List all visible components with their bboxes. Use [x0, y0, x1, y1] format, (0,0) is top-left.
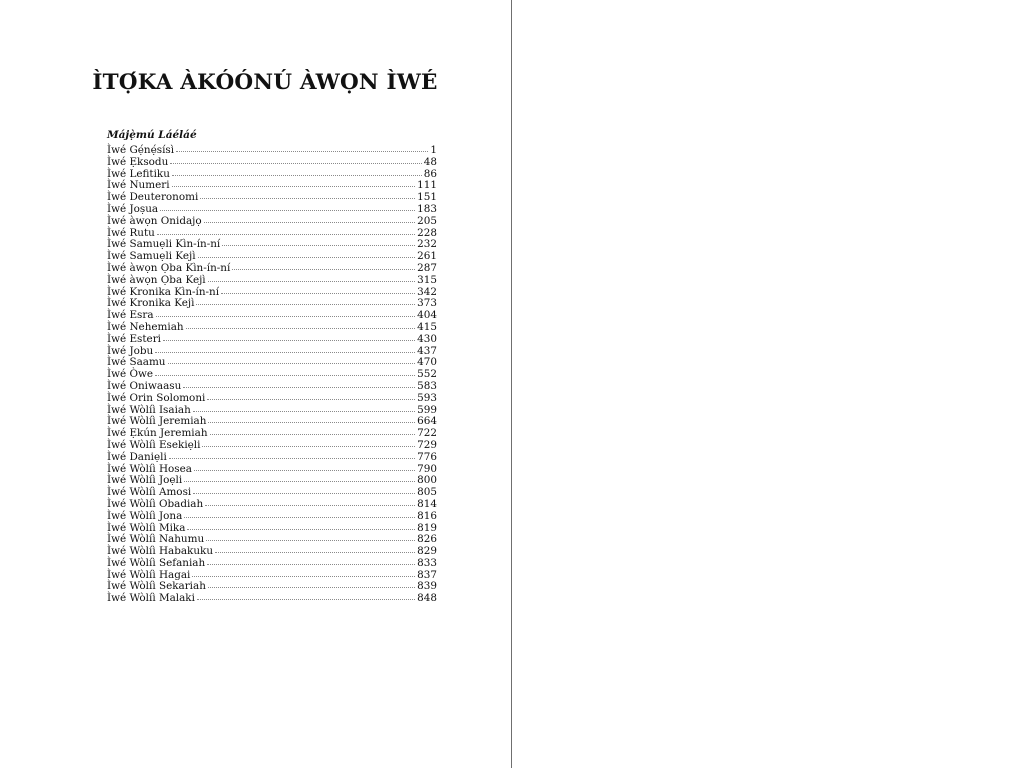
book-name: Ìwé Wòlíì Habakuku — [107, 545, 214, 558]
dot-leader — [202, 438, 415, 447]
page-number: 776 — [417, 450, 437, 463]
dot-leader — [193, 485, 415, 494]
dot-leader — [194, 462, 415, 471]
dot-leader — [170, 155, 422, 164]
dot-leader — [204, 214, 416, 223]
dot-leader — [157, 226, 415, 235]
page-number: 373 — [417, 297, 437, 310]
page-number: 816 — [417, 509, 437, 522]
dot-leader — [232, 261, 415, 270]
left-page — [0, 0, 511, 768]
page-number: 837 — [417, 568, 437, 581]
page-number: 593 — [417, 391, 437, 404]
page-number: 814 — [417, 497, 437, 510]
book-name: Ìwé Jobu — [107, 344, 154, 357]
page-number: 552 — [417, 368, 437, 381]
dot-leader — [208, 579, 415, 588]
page-number: 437 — [417, 344, 437, 357]
dot-leader — [163, 332, 415, 341]
dot-leader — [206, 532, 415, 541]
dot-leader — [210, 426, 416, 435]
page-number: 839 — [417, 580, 437, 593]
book-name: Ìwé Wòlíì Obadiah — [107, 497, 204, 510]
book-name: Ìwé Samuẹli Kìn-ín-ní — [107, 238, 221, 251]
dot-leader — [192, 568, 415, 577]
page-number: 86 — [423, 167, 437, 180]
book-name: Ìwé Òwe — [107, 368, 154, 381]
book-name: Ìwé Wòlíì Mika — [107, 521, 186, 534]
dot-leader — [208, 414, 415, 423]
dot-leader — [215, 544, 415, 553]
page-number: 833 — [417, 556, 437, 569]
book-name: Ìwé Esra — [107, 309, 154, 322]
page-number: 599 — [417, 403, 437, 416]
book-name: Ìwé Saamu — [107, 356, 166, 369]
book-name: Ìwé Kronika Kejì — [107, 297, 195, 310]
book-name: Ìwé Wòlíì Hosea — [107, 462, 192, 475]
page-number: 729 — [417, 438, 437, 451]
dot-leader — [176, 143, 428, 152]
dot-leader — [186, 320, 416, 329]
page-number: 228 — [417, 226, 437, 239]
page-number: 48 — [423, 155, 437, 168]
page-number: 470 — [417, 356, 437, 369]
dot-leader — [221, 285, 415, 294]
page-number: 342 — [417, 285, 437, 298]
book-name: Ìwé Joṣua — [107, 202, 159, 215]
book-name: Ìwé Ẹkún Jeremiah — [107, 427, 208, 440]
book-name: Ìwé Wòlíì Esekiẹli — [107, 438, 201, 451]
page-number: 848 — [417, 592, 437, 605]
dot-leader — [155, 344, 415, 353]
book-name: Ìwé Samuẹli Kejì — [107, 250, 196, 263]
dot-leader — [197, 591, 415, 600]
book-name: Ìwé Wòlíì Isaiah — [107, 403, 191, 416]
book-name: Ìwé Deuteronomi — [107, 191, 199, 204]
book-name: Ìwé Wòlíì Sekariah — [107, 580, 206, 593]
old-testament-heading: Májẹ̀mú Láéláé — [107, 129, 197, 141]
book-name: Ìwé Gẹ́nẹ́sísì — [107, 144, 175, 156]
page-number: 111 — [417, 179, 437, 192]
dot-leader — [207, 391, 415, 400]
book-name: Ìwé Lefitiku — [107, 167, 170, 180]
dot-leader — [207, 556, 415, 565]
old-testament-book-list — [107, 144, 437, 604]
page-number: 829 — [417, 545, 437, 558]
page-number: 415 — [417, 320, 437, 333]
page-number: 800 — [417, 474, 437, 487]
page-number: 315 — [417, 273, 437, 286]
book-name: Ìwé Wòlíì Hagai — [107, 568, 191, 581]
page-number: 430 — [417, 332, 437, 345]
dot-leader — [172, 167, 422, 176]
dot-leader — [205, 497, 415, 506]
book-name: Ìwé àwọn Onidajọ — [107, 214, 202, 227]
page-number: 151 — [417, 191, 437, 204]
book-name: Ìwé Wòlíì Nahumu — [107, 533, 205, 546]
page-number: 261 — [417, 250, 437, 263]
page-number: 664 — [417, 415, 437, 428]
page-number: 205 — [417, 214, 437, 227]
dot-leader — [160, 202, 415, 211]
book-name: Ìwé Wòlíì Amosi — [107, 486, 192, 499]
book-name: Ìwé Ẹksodu — [107, 155, 169, 168]
page-number: 404 — [417, 309, 437, 322]
book-name: Ìwé Orin Solomoni — [107, 391, 206, 404]
dot-leader — [156, 308, 416, 317]
page-title: ÌTỌ́KA ÀKÓÓNÚ ÀWỌN ÌWÉ — [92, 70, 438, 95]
book-name: Ìwé Oniwaasu — [107, 379, 182, 392]
page-number: 826 — [417, 533, 437, 546]
page-number: 232 — [417, 238, 437, 251]
book-name: Ìwé Wòlíì Jeremiah — [107, 415, 207, 428]
dot-leader — [193, 403, 415, 412]
book-name: Ìwé Wòlíì Joẹli — [107, 474, 183, 487]
dot-leader — [184, 509, 415, 518]
book-name: Ìwé Esteri — [107, 332, 161, 345]
book-name: Ìwé Numeri — [107, 179, 170, 192]
dot-leader — [169, 450, 415, 459]
dot-leader — [184, 473, 415, 482]
book-name: Ìwé Kronika Kìn-ín-ní — [107, 285, 220, 298]
page-number: 183 — [417, 202, 437, 215]
book-name: Ìwé àwọn Ọba Kejì — [107, 273, 206, 286]
right-page — [512, 0, 1024, 768]
dot-leader — [196, 296, 415, 305]
dot-leader — [198, 249, 416, 258]
dot-leader — [172, 178, 416, 187]
dot-leader — [222, 237, 415, 246]
dot-leader — [183, 379, 415, 388]
book-name: Ìwé Wòlíì Jona — [107, 509, 183, 522]
dot-leader — [155, 367, 415, 376]
toc-entry — [107, 592, 437, 604]
page-number: 583 — [417, 379, 437, 392]
page-number: 805 — [417, 486, 437, 499]
book-name: Ìwé Nehemiah — [107, 320, 184, 333]
page-number: 1 — [430, 144, 437, 156]
book-name: Ìwé Wòlíì Malaki — [107, 592, 195, 605]
page-number: 819 — [417, 521, 437, 534]
dot-leader — [168, 355, 416, 364]
dot-leader — [208, 273, 416, 282]
page-number: 287 — [417, 261, 437, 274]
page-number: 722 — [417, 427, 437, 440]
page-number: 790 — [417, 462, 437, 475]
dot-leader — [200, 190, 415, 199]
book-name: Ìwé Rutu — [107, 226, 155, 239]
book-name: Ìwé Wòlíì Sefaniah — [107, 556, 206, 569]
book-name: Ìwé àwọn Ọba Kìn-ín-ní — [107, 261, 231, 274]
book-name: Ìwé Daniẹli — [107, 450, 167, 463]
dot-leader — [187, 521, 415, 530]
